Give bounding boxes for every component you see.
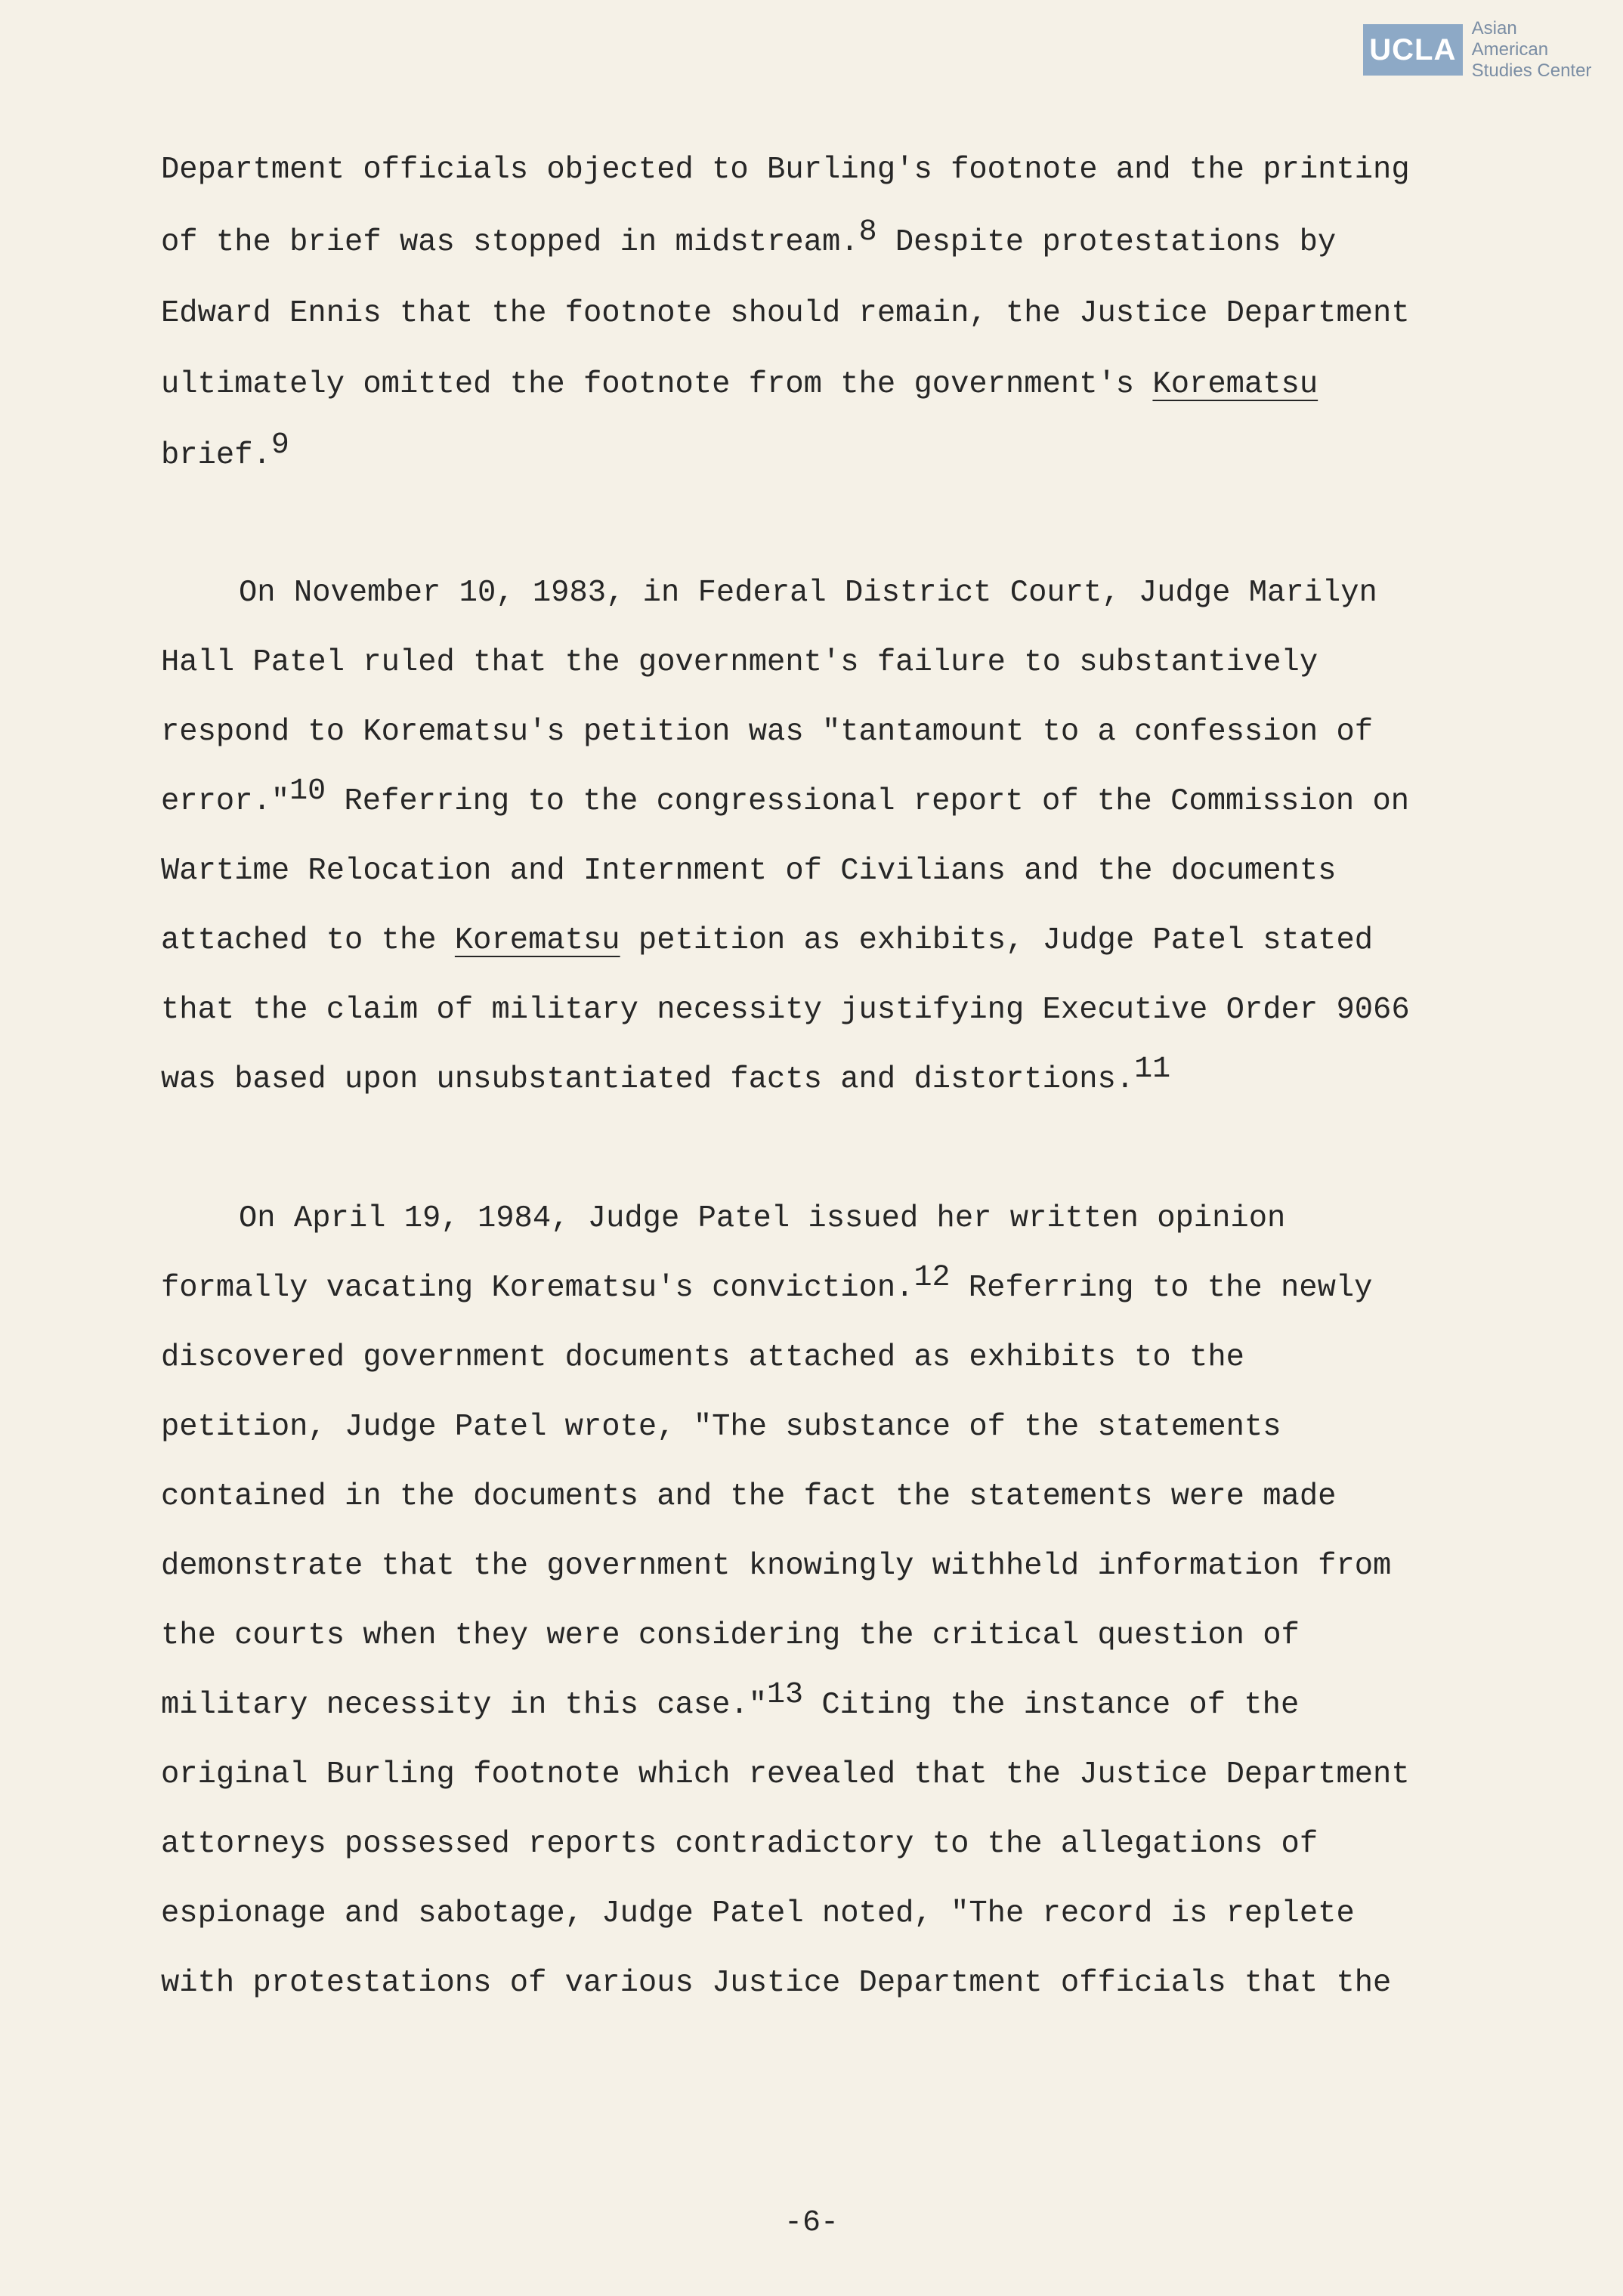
text-line: brief.9 xyxy=(161,428,289,473)
text-line: demonstrate that the government knowingly withheld information from xyxy=(161,1549,1392,1584)
ucla-aasc-logo xyxy=(1363,18,1597,81)
text-line: the courts when they were considering the critical question of xyxy=(161,1618,1300,1653)
text-line: Hall Patel ruled that the government's failure to substantively xyxy=(161,645,1318,680)
logo-line-2: Studies Center xyxy=(1471,60,1592,81)
logo-line-1: Asian American xyxy=(1471,18,1549,60)
text-line: Edward Ennis that the footnote should remain, the Justice Department xyxy=(161,296,1410,331)
text-line: original Burling footnote which revealed that the Justice Department xyxy=(161,1757,1410,1792)
text-line: of the brief was stopped in midstream.8 Despite protestations by xyxy=(161,215,1337,260)
case-name: Korematsu xyxy=(1152,367,1318,402)
footnote-ref: 9 xyxy=(270,428,289,462)
text-line: On April 19, 1984, Judge Patel issued her written opinion xyxy=(239,1201,1286,1236)
text-line: formally vacating Korematsu's conviction.12 Referring to the newly xyxy=(161,1261,1373,1306)
text-line: attorneys possessed reports contradictory to the allegations of xyxy=(161,1827,1318,1862)
case-name: Korematsu xyxy=(454,923,620,958)
text-line: On November 10, 1983, in Federal District Court, Judge Marilyn xyxy=(239,576,1377,610)
footnote-ref: 11 xyxy=(1134,1052,1171,1086)
text-line: discovered government documents attached as exhibits to the xyxy=(161,1340,1244,1375)
text-line: Department officials objected to Burling's footnote and the printing xyxy=(161,153,1410,187)
text-line: ultimately omitted the footnote from the government's Korematsu xyxy=(161,367,1318,402)
logo-mark: UCLA xyxy=(1363,24,1463,76)
text-line: that the claim of military necessity justifying Executive Order 9066 xyxy=(161,993,1410,1027)
footnote-ref: 10 xyxy=(289,774,326,808)
text-line: contained in the documents and the fact the statements were made xyxy=(161,1479,1337,1514)
text-line: error."10 Referring to the congressional report of the Commission on xyxy=(161,774,1410,819)
text-line: military necessity in this case."13 Citing the instance of the xyxy=(161,1678,1300,1723)
text-line: Wartime Relocation and Internment of Civilians and the documents xyxy=(161,854,1337,888)
footnote-ref: 13 xyxy=(767,1678,804,1712)
text-line: petition, Judge Patel wrote, "The substance of the statements xyxy=(161,1410,1281,1445)
text-line: was based upon unsubstantiated facts and distortions.11 xyxy=(161,1052,1171,1097)
footnote-ref: 8 xyxy=(858,215,877,249)
text-line: respond to Korematsu's petition was "tantamount to a confession of xyxy=(161,715,1374,749)
footnote-ref: 12 xyxy=(914,1261,951,1295)
page-number: -6- xyxy=(784,2206,839,2240)
text-line: attached to the Korematsu petition as exhibits, Judge Patel stated xyxy=(161,923,1374,958)
text-line: with protestations of various Justice Department officials that the xyxy=(161,1966,1392,2001)
logo-caption xyxy=(1472,18,1597,82)
text-line: espionage and sabotage, Judge Patel noted, "The record is replete xyxy=(161,1896,1355,1931)
